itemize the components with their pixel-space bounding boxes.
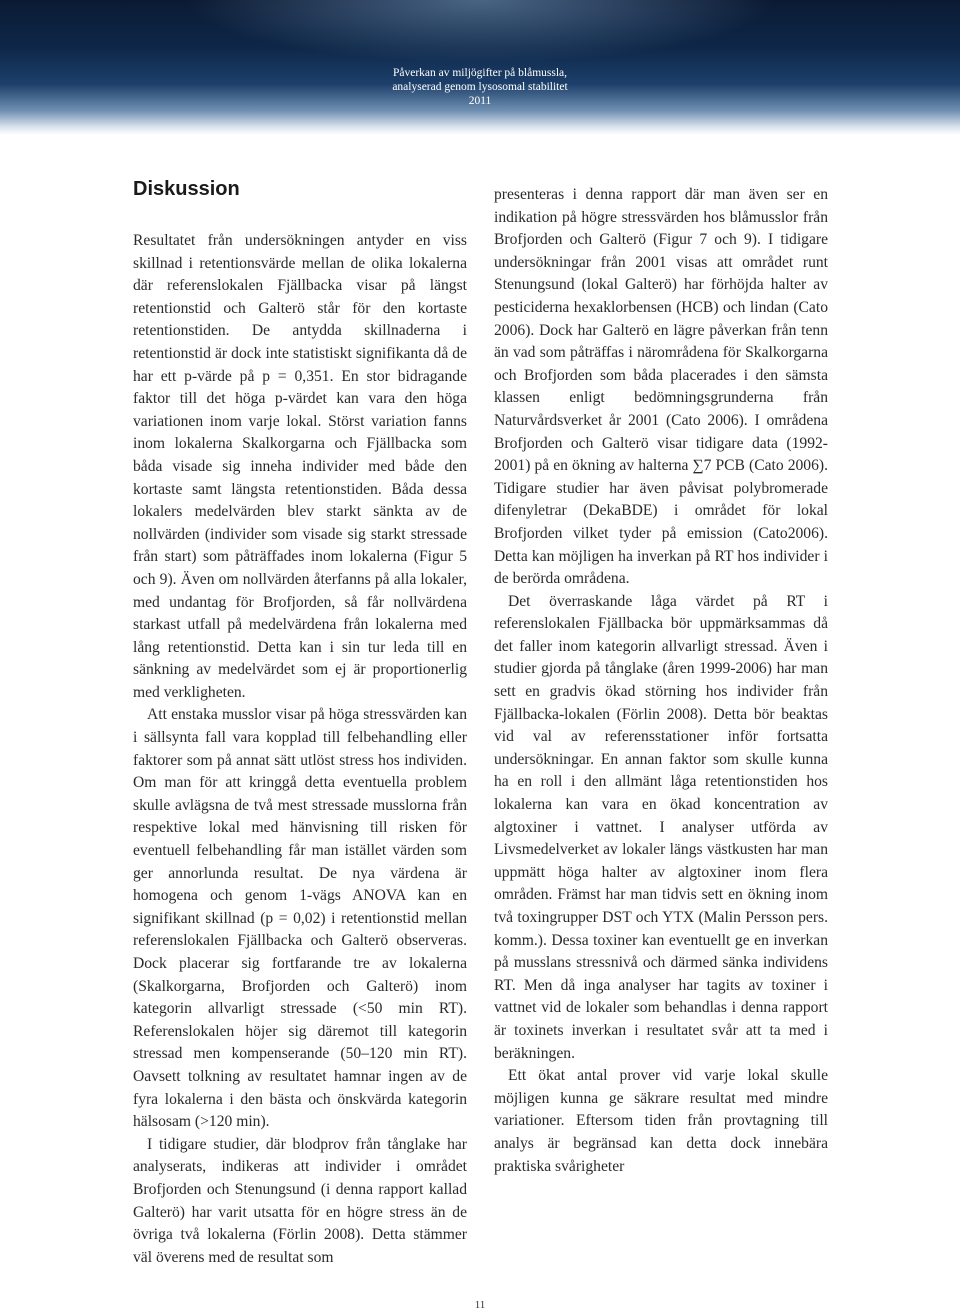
running-header: [380, 66, 580, 108]
paragraph: presenteras i denna rapport där man även ser en indikation på högre stressvärden hos blåmusslor från Brofjorden och Galterö (Figur 7 och 9). I tidigare undersökningar från 2001 visas att området runt Stenungsund (lokal Galterö) har förhöjda halter av pesticiderna hexaklorbensen (HCB) och lindan (Cato 2006). Dock har Galterö en lägre påverkan från tenn än vad som påträffas i närområdena för Skalkorgarna och Brofjorden som båda placerades i den sämsta klassen enligt bedömningsgrunderna från Naturvårdsverket år 2001 (Cato 2006). I områdena Brofjorden och Galterö visar tidigare data (1992-2001) på en ökning av halterna ∑7 PCB (Cato 2006). Tidigare studier har även påvisat polybromerade difenyletrar (DekaBDE) i området för lokal Brofjorden vilket tyder på emission (Cato2006). Detta kan möjligen ha inverkan på RT hos individer i de berörda områdena.: [494, 186, 828, 588]
header-banner: [0, 0, 960, 135]
paragraph: Att enstaka musslor visar på höga stressvärden kan i sällsynta fall vara kopplad till felbehandling eller faktorer som på annat sätt utlöst stress hos individen. Om man för att kringgå detta eventuella problem skulle avlägsna de två mest stressade musslorna från respektive lokal med hänvisning till risken för eventuell felbehandling får man istället värden som ger annorlunda resultat. De nya värdena är homogena och genom 1-vägs ANOVA kan en signifikant skillnad (p = 0,02) i retentionstid mellan referenslokalen Fjällbacka och Galterö observeras. Dock placerar sig fortfarande tre av lokalerna (Skalkorgarna, Brofjorden och Galterö) inom kategorin allvarligt stressade (<50 min RT). Referenslokalen höjer sig däremot till kategorin stressad men kompenserande (50–120 min RT). Oavsett tolkning av resultatet hamnar ingen av de fyra lokalerna i den bästa och önskvärda kategorin hälsosam (>120 min).: [133, 706, 467, 1131]
left-column: [133, 230, 467, 1269]
paragraph: I tidigare studier, där blodprov från tånglake har analyserats, indikeras att individer i området Brofjorden och Stenungsund (i denna rapport kallad Galterö) har varit utsatta för en högre stress än de övriga två lokalerna (Förlin 2008). Detta stämmer väl överens med de resultat som: [133, 1135, 467, 1266]
header-line-2: analyserad genom lysosomal stabilitet: [392, 81, 568, 93]
header-line-1: Påverkan av miljögifter på blåmussla,: [392, 67, 568, 79]
right-column: [494, 184, 828, 1178]
paragraph: Ett ökat antal prover vid varje lokal skulle möjligen kunna ge säkrare resultat med mindre variationer. Eftersom tiden från provtagning till analys är begränsad kan detta dock innebära praktiska svårigheter: [494, 1067, 828, 1175]
section-title: Diskussion: [133, 178, 240, 200]
paragraph: Det överraskande låga värdet på RT i referenslokalen Fjällbacka bör uppmärksammas då det faller inom kategorin allvarligt stressad. Även i studier gjorda på tånglake (åren 1999-2006) har man sett en gradvis ökad störning hos individer från Fjällbacka-lokalen (Förlin 2008). Detta bör beaktas vid val av referensstationer inför fortsatta undersökningar. En annan faktor som skulle kunna ha en roll i den allmänt låga retentionstiden hos lokalerna kan vara en ökad koncentration av algtoxiner i vattnet. I analyser utförda av Livsmedelverket av lokaler längs västkusten har man uppmätt höga halter av algtoxiner inom flera områden. Främst har man tidvis sett en ökning inom två toxingrupper DST och YTX (Malin Persson pers. komm.). Dessa toxiner kan eventuellt ge en inverkan på musslans stressnivå och därmed sänka individens RT. Men då inga analyser har tagits av toxiner i vattnet vid de lokaler som behandlas i denna rapport är toxinets inverkan i resultatet svår att ta med i beräkningen.: [494, 592, 828, 1062]
header-year: 2011: [468, 95, 492, 107]
page-number: 11: [474, 1299, 486, 1311]
paragraph: Resultatet från undersökningen antyder en viss skillnad i retentionsvärde mellan de olika lokalerna där referenslokalen Fjällbacka visar på längst retentionstid och Galterö står för den kortaste retentionstiden. De antydda skillnaderna i retentionstid är dock inte statistiskt signifikanta då de har ett p-värde på p = 0,351. En stor bidragande faktor till det höga p-värdet kan vara den höga variationen inom varje lokal. Störst variation fanns inom lokalerna Skalkorgarna och Fjällbacka som båda visade sig inneha individer med både den kortaste samt längsta retentionstiden. Båda dessa lokalers medelvärden blev starkt sänkta av de nollvärden (individer som visade sig starkt stressade från start) som påträffades inom lokalerna (Figur 5 och 9). Även om nollvärden återfanns på alla lokaler, med undantag för Brofjorden, så får nollvärdena starkast utfall på medelvärdena från lokalerna med lång retentionstid. Detta kan i sin tur leda till en sänkning av medelvärdet som ej är proportionerlig med verkligheten.: [133, 232, 467, 701]
